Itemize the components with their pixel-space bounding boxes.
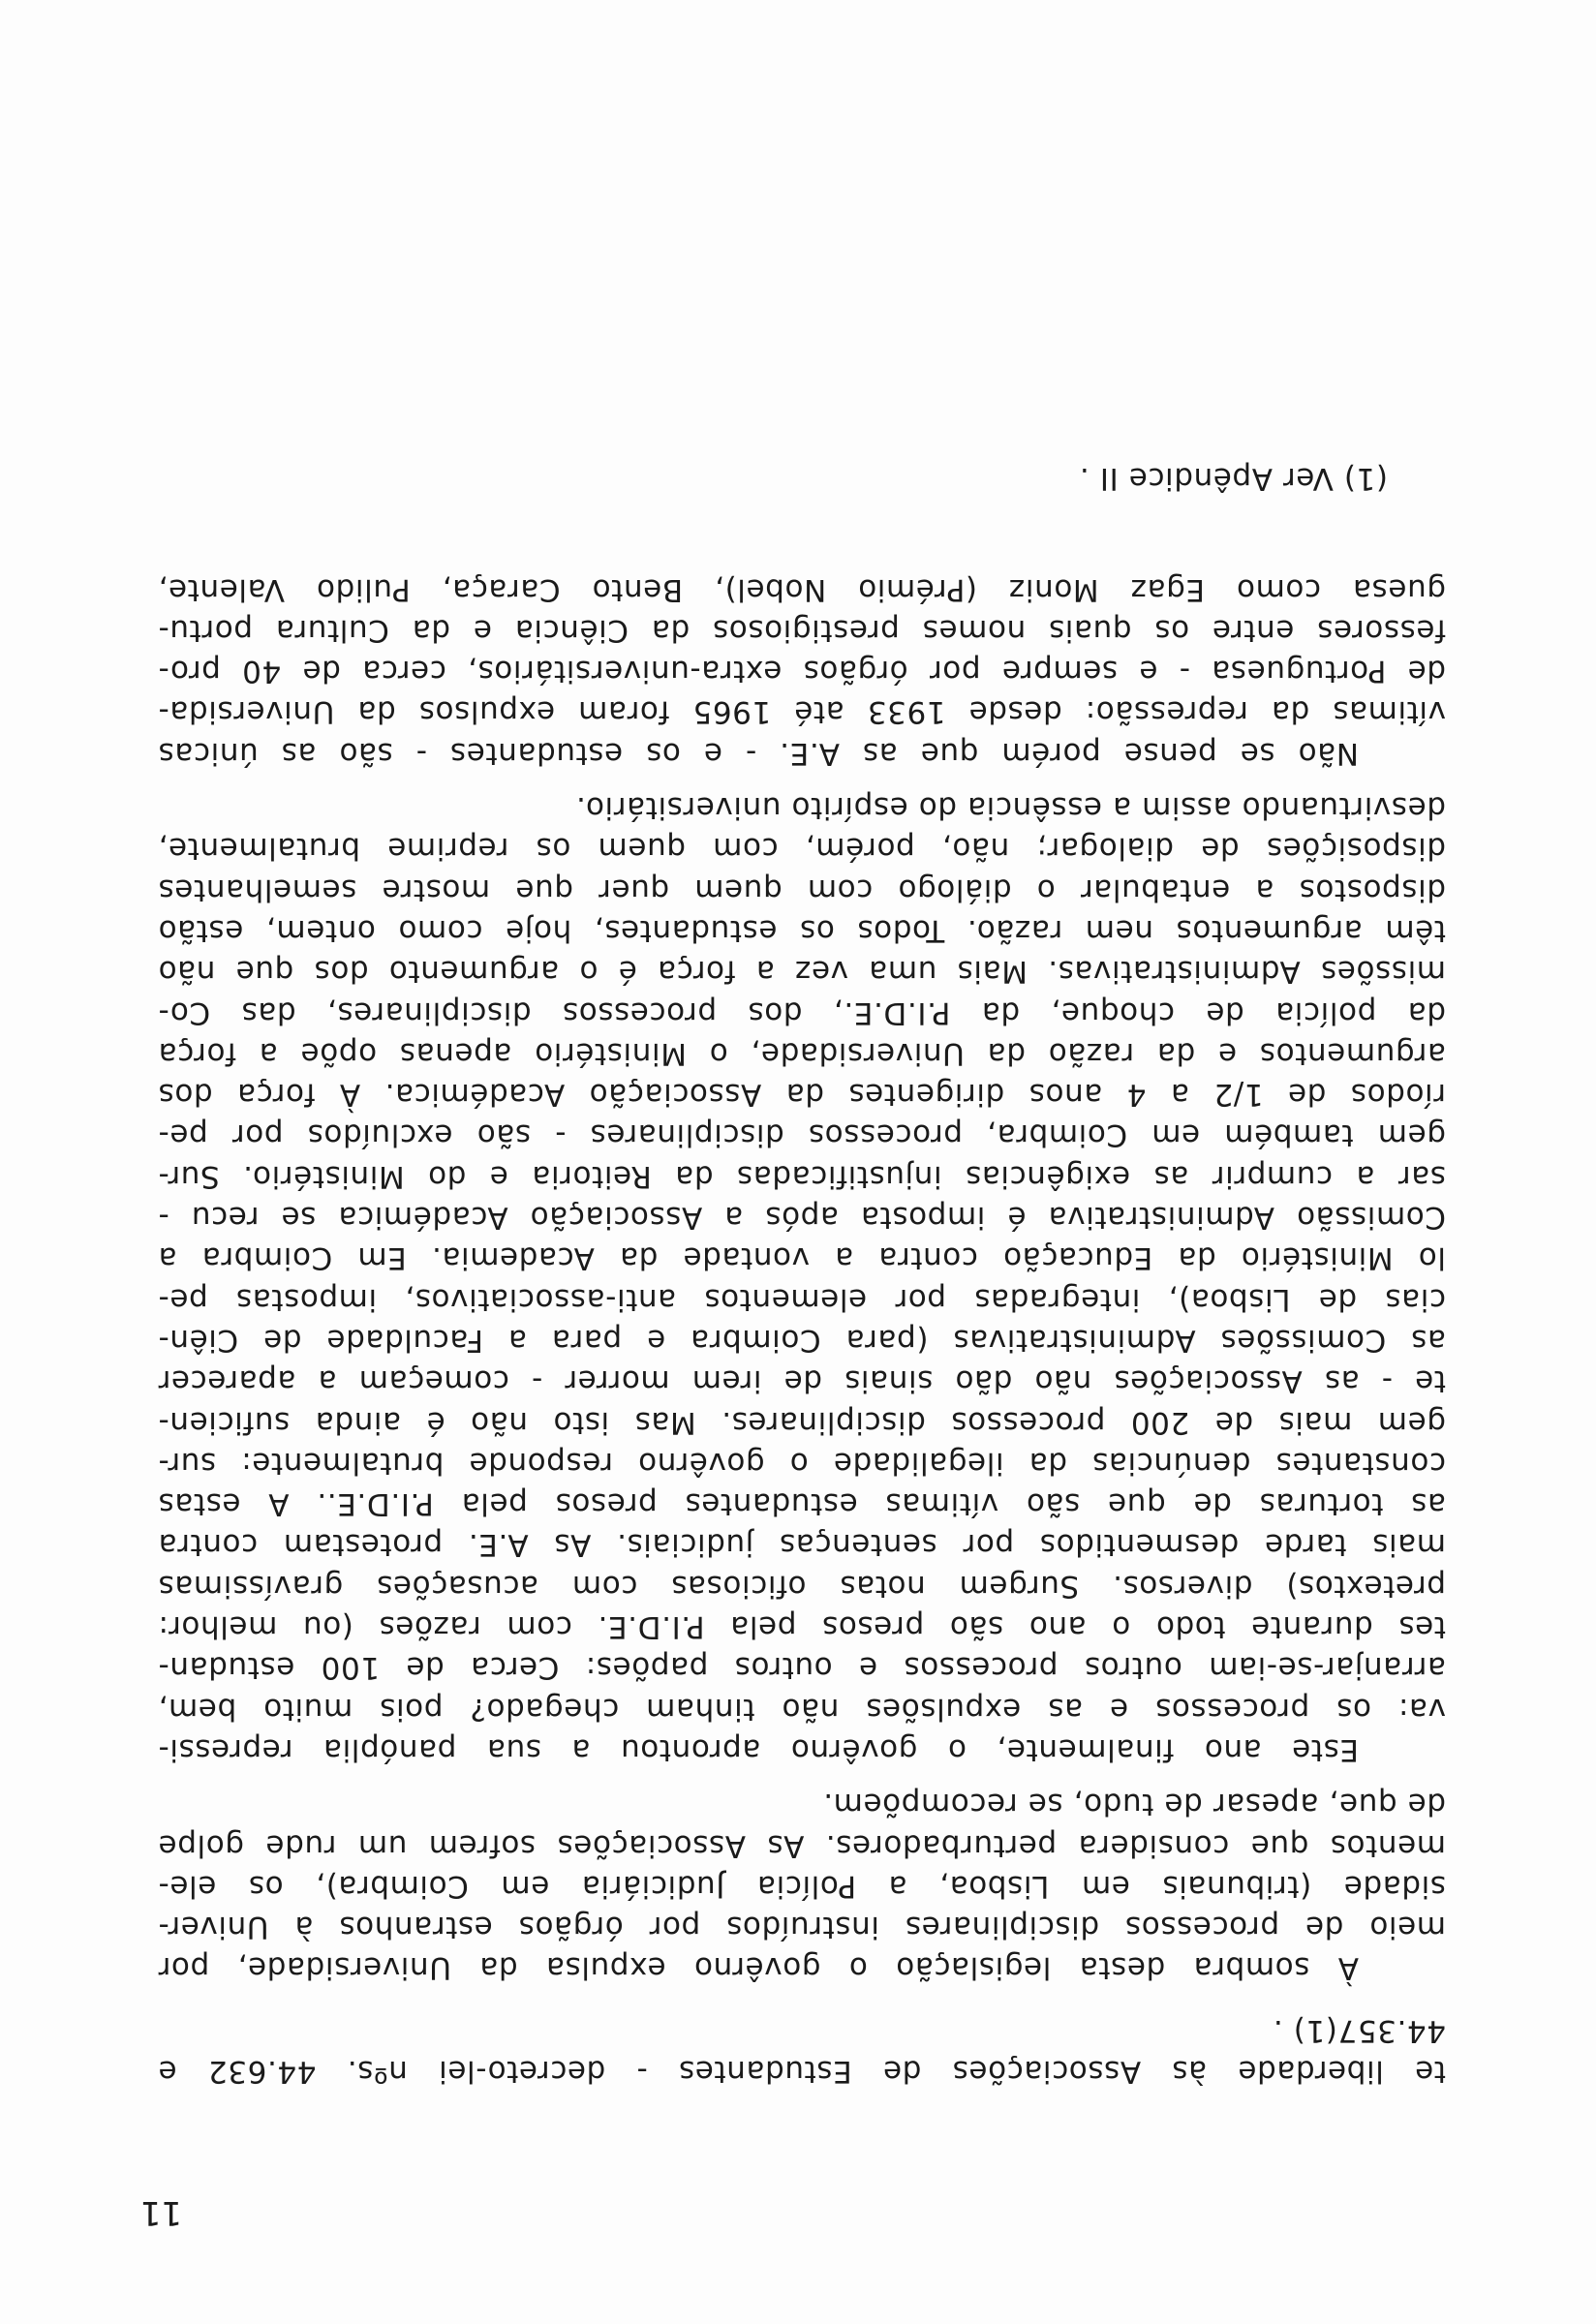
text-line: meio de processos disciplinares instruídos por órgãos estranhos à Univer-	[158, 1910, 1446, 1945]
text-line: missões Administrativas. Mais uma vez a força é o argumento dos que não	[158, 954, 1446, 990]
text-line: Comissão Administrativa é imposta após a Associação Académica se recu -	[158, 1200, 1446, 1236]
text-line: te - as Associações não dão sinais de irem morrer - começam a aparecer	[158, 1363, 1446, 1399]
text-line: desvirtuando assim a essência do espírito universitário.	[575, 790, 1446, 826]
text-line: da polícia de choque, da P.I.D.E., dos processos disciplinares, das Co-	[158, 994, 1446, 1030]
text-line: cias de Lisboa), integradas por elementos anti-associativos, impostas pe-	[158, 1281, 1446, 1317]
text-line: arranjar-se-iam outros processos e outros papões: Cerca de 100 estudan-	[158, 1650, 1446, 1686]
text-line: as torturas de que são vítimas estudantes presos pela P.I.D.E.. A estas	[158, 1486, 1446, 1522]
text-line: têm argumentos nem razão. Todos os estudantes, hoje como ontem, estão	[158, 912, 1446, 948]
text-line: lo Ministério da Educação contra a vontade da Academia. Em Coimbra a	[158, 1240, 1446, 1276]
text-line: vítimas da repressão: desde 1933 até 1965 foram expulsos da Universida-	[158, 694, 1446, 730]
text-line: guesa como Egaz Moniz (Prémio Nobel), Bento Caraça, Pulido Valente,	[158, 571, 1446, 607]
text-line: À sombra desta legislação o govêrno expulsa da Universidade, por	[158, 1950, 1359, 1986]
text-line: Este ano finalmente, o govêrno aprontou a sua panóplia repressi-	[158, 1731, 1359, 1767]
text-line: dispostos a entabular o diálogo com quem quer que mostre semelhantes	[158, 872, 1446, 907]
text-line: sidade (tribunais em Lisboa, a Polícia Judiciária em Coimbra), os ele-	[158, 1868, 1446, 1904]
text-line: de Portuguesa - e sempre por órgãos extra-universitários, cerca de 40 pro-	[158, 654, 1446, 689]
text-line: te liberdade às Associações de Estudantes - decreto-lei nºs. 44.632 e	[158, 2054, 1446, 2089]
text-line: sar a cumprir as exigências injustificadas da Reitoria e do Ministério. Sur-	[158, 1158, 1446, 1194]
text-line: mentos que considera perturbadores. As Associações sofrem um rude golpe	[158, 1827, 1446, 1863]
text-line: tes durante todo o ano são presos pela P.I.D.E. com razões (ou melhor:	[158, 1609, 1446, 1645]
text-line: va: os processos e as expulsões não tinham chegado? pois muito bem,	[158, 1691, 1446, 1727]
text-line: 44.357(1) .	[1273, 2012, 1446, 2048]
text-line: ríodos de 1/2 a 4 anos dirigentes da Associação Académica. À força dos	[158, 1077, 1446, 1113]
text-line: gem mais de 200 processos disciplinares. Mas isto não é ainda suficien-	[158, 1404, 1446, 1440]
text-line: argumentos e da razão da Universidade, o Ministério apenas opõe a força	[158, 1035, 1446, 1071]
footnote: (1) Ver Apêndice II .	[1079, 461, 1388, 497]
text-line: pretextos) diversos. Surgem notas oficiosas com acusações gravíssimas	[158, 1568, 1446, 1604]
body-text	[158, 458, 1446, 2092]
text-line: mais tarde desmentidos por sentenças judiciais. As A.E. protestam contra	[158, 1527, 1446, 1563]
text-line: disposições de dialogar; não, porém, com quem os reprime brutalmente,	[158, 831, 1446, 867]
page-number: 11	[139, 2193, 182, 2232]
text-line: as Comissões Administrativas (para Coimbra e para a Faculdade de Ciên-	[158, 1322, 1446, 1358]
text-line: de que, apesar de tudo, se recompõem.	[822, 1787, 1446, 1822]
text-line: Não se pense porém que as A.E. - e os estudantes - são as únicas	[158, 735, 1359, 771]
text-line: constantes denúncias da ilegalidade o govêrno responde brutalmente: sur-	[158, 1445, 1446, 1481]
text-line: gem também em Coimbra, processos disciplinares - são excluídos por pe-	[158, 1117, 1446, 1153]
text-line: fessores entre os quais nomes prestigiosos da Ciência e da Cultura portu-	[158, 612, 1446, 648]
